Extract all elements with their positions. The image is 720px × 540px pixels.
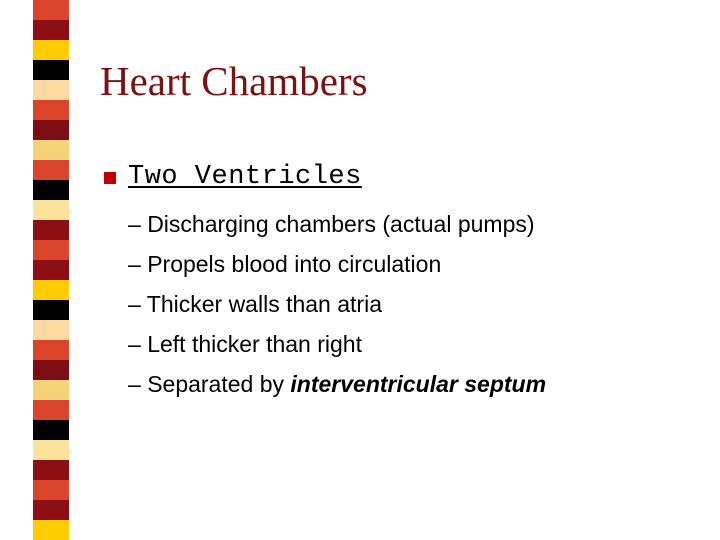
main-bullet	[104, 162, 362, 192]
stripe-segment	[33, 500, 69, 520]
square-bullet-icon	[104, 172, 116, 184]
stripe-segment	[33, 180, 69, 200]
stripe-segment	[33, 0, 69, 20]
sub-bullet-text: Thicker walls than atria	[146, 291, 382, 317]
stripe-segment	[33, 460, 69, 480]
stripe-segment	[33, 20, 69, 40]
sub-bullet-dash: –	[128, 291, 147, 317]
stripe-segment	[33, 320, 69, 340]
sub-bullet-item	[128, 284, 546, 324]
sub-bullet-dash: –	[128, 251, 148, 277]
stripe-segment	[33, 160, 69, 180]
sub-bullet-item	[128, 364, 546, 404]
sub-bullet-text: Left thicker than right	[147, 331, 362, 357]
sub-bullet-text: Discharging chambers (actual pumps)	[147, 211, 535, 237]
stripe-segment	[33, 520, 69, 540]
sub-bullet-dash: –	[128, 371, 148, 397]
sub-bullet-item	[128, 324, 546, 364]
slide-title: Heart Chambers	[100, 58, 368, 104]
stripe-segment	[33, 100, 69, 120]
stripe-segment	[33, 240, 69, 260]
stripe-segment	[33, 220, 69, 240]
stripe-segment	[33, 480, 69, 500]
main-bullet-text: Two Ventricles	[128, 162, 362, 192]
sub-bullet-item	[128, 244, 546, 284]
stripe-segment	[33, 360, 69, 380]
stripe-segment	[33, 120, 69, 140]
sub-bullet-text: Propels blood into circulation	[147, 251, 442, 277]
decorative-stripe-bar	[33, 0, 69, 540]
stripe-segment	[33, 440, 69, 460]
stripe-segment	[33, 200, 69, 220]
stripe-segment	[33, 380, 69, 400]
stripe-segment	[33, 400, 69, 420]
sub-bullet-dash: –	[128, 211, 148, 237]
sub-bullet-emphasis: interventricular septum	[290, 371, 547, 397]
stripe-segment	[33, 340, 69, 360]
sub-bullet-text: Separated by	[147, 371, 291, 397]
stripe-segment	[33, 80, 69, 100]
stripe-segment	[33, 40, 69, 60]
stripe-segment	[33, 260, 69, 280]
sub-bullet-dash: –	[128, 331, 148, 357]
stripe-segment	[33, 420, 69, 440]
stripe-segment	[33, 280, 69, 300]
sub-bullet-list	[128, 204, 546, 404]
stripe-segment	[33, 140, 69, 160]
sub-bullet-item	[128, 204, 546, 244]
stripe-segment	[33, 300, 69, 320]
stripe-segment	[33, 60, 69, 80]
